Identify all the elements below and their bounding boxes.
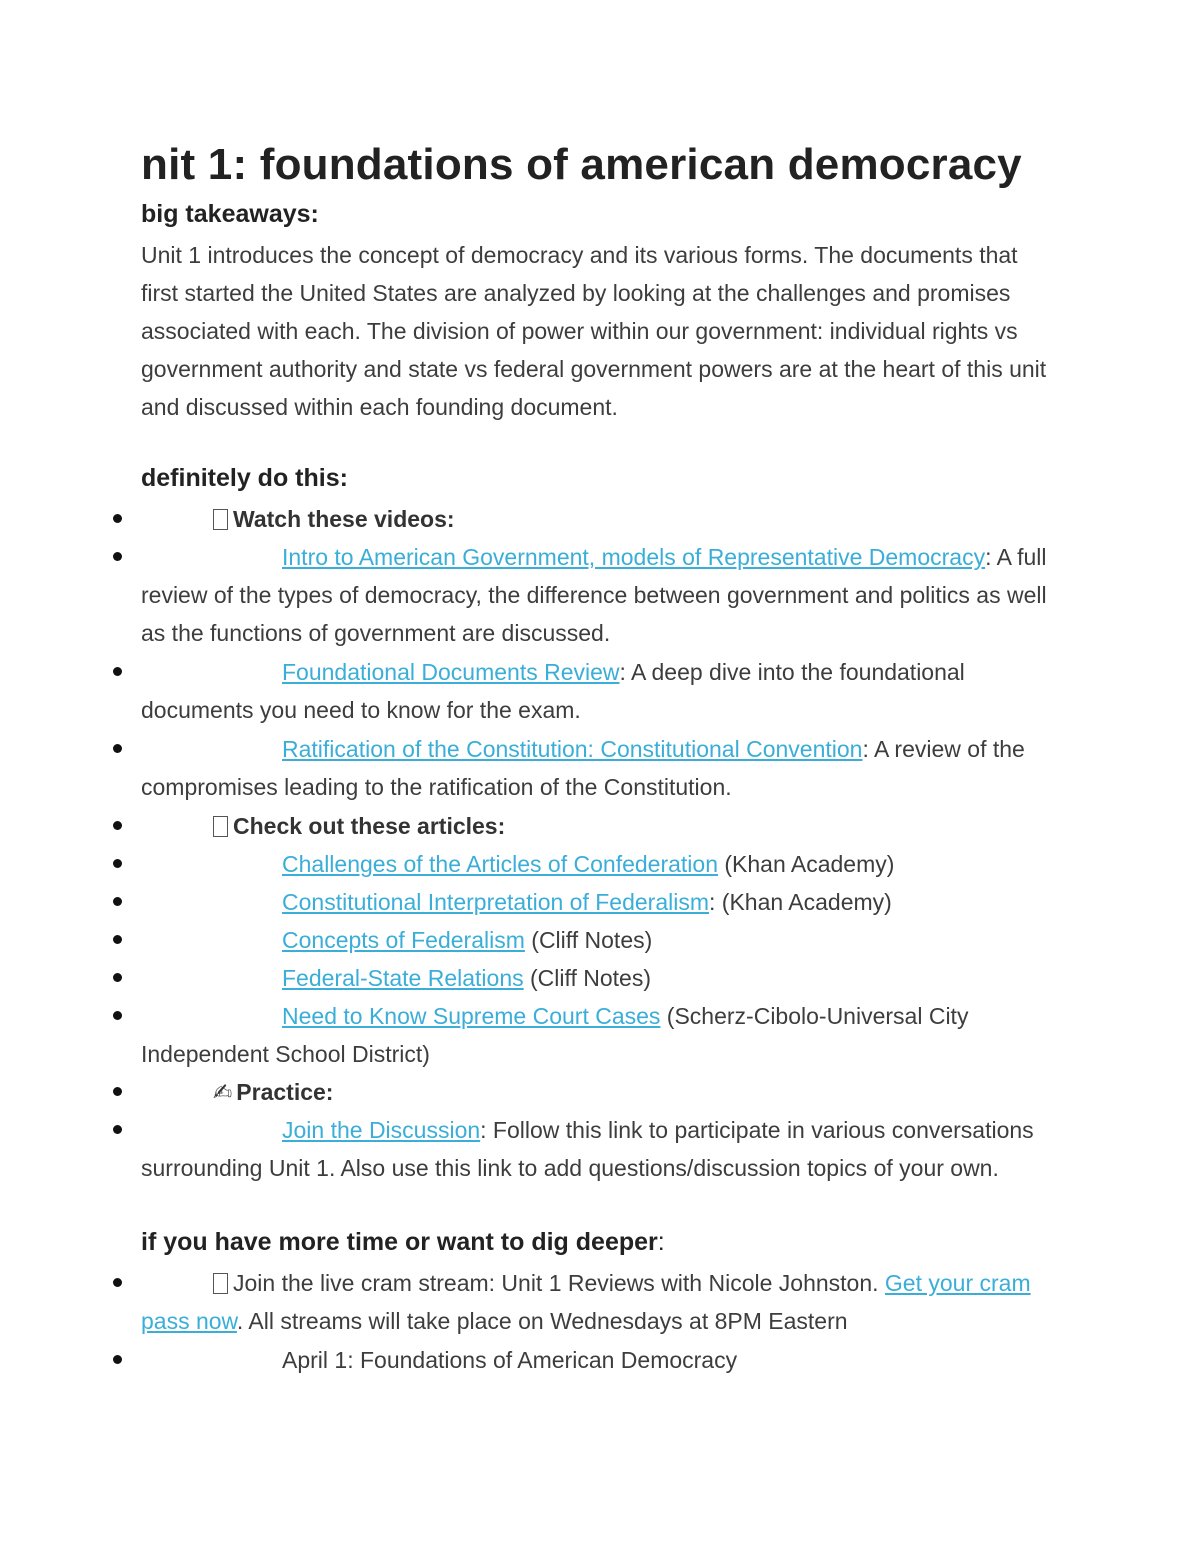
writing-hand-icon: ✍ [213,1079,233,1105]
article-source: (Khan Academy) [718,851,895,877]
page-title: nit 1: foundations of american democracy [141,140,1022,189]
video-desc-intro: : A full review of the types of democracy, the difference between government and politics as well as the functions of government are discussed. [141,544,1047,646]
article-source: (Scherz-Cibolo-Universal City Independent School District) [141,1003,969,1067]
video-desc-ratification: : A review of the compromises leading to the ratification of the Constitution. [141,736,1025,800]
list-item [141,845,1071,883]
bullet [113,973,122,982]
missing-glyph-icon [213,816,228,837]
practice-desc: : Follow this link to participate in various conversations surrounding Unit 1. Also use this link to add questions/discussion topics of your own. [141,1117,1034,1181]
big-takeaways-text: Unit 1 introduces the concept of democracy and its various forms. The documents that first started the United States are analyzed by looking at the challenges and promises associated with each. The division of power within our government: individual rights vs government authority and state vs federal government powers are at the heart of this unit and discussed within each founding document. [141,242,1047,420]
big-takeaways-heading: big takeaways: [141,200,319,228]
article-link-concepts-federalism[interactable]: Concepts of Federalism [282,927,525,953]
missing-glyph-icon [213,1273,228,1294]
bullet [113,821,122,830]
bullet [113,859,122,868]
stream-item-text: April 1: Foundations of American Democracy [282,1347,738,1373]
bullet [113,897,122,906]
missing-glyph-icon [213,509,228,530]
article-link-federalism-interpretation[interactable]: Constitutional Interpretation of Federalism [282,889,709,915]
cram-text: Join the live cram stream: Unit 1 Reviews with Nicole Johnston. [233,1270,885,1296]
video-link-intro[interactable]: Intro to American Government, models of Representative Democracy [282,544,986,570]
cram-after-text: . All streams will take place on Wednesdays at 8PM Eastern [236,1308,848,1334]
article-link-federal-state[interactable]: Federal-State Relations [282,965,524,991]
list-item-cram [141,1264,1071,1340]
video-desc-foundational-docs: : A deep dive into the foundational documents you need to know for the exam. [141,659,965,723]
join-discussion-link[interactable]: Join the Discussion [282,1117,481,1143]
bullet [113,1011,122,1020]
bullet [113,667,122,676]
list-item-practice-label [141,1073,1071,1111]
bullet [113,744,122,753]
list-item-stream [141,1341,1071,1379]
article-source: (Cliff Notes) [524,927,653,953]
deeper-heading: if you have more time or want to dig deeper: [141,1228,665,1256]
articles-label: Check out these articles: [233,813,506,839]
bullet [113,1355,122,1364]
bullet [113,1125,122,1134]
list-item [141,959,1071,997]
article-link-supreme-court[interactable]: Need to Know Supreme Court Cases [282,1003,661,1029]
bullet [113,1278,122,1287]
list-item-articles-label [141,807,1071,845]
video-link-ratification[interactable]: Ratification of the Constitution: Constitutional Convention [282,736,863,762]
list-item [141,653,1071,729]
bullet [113,935,122,944]
list-item [141,538,1071,652]
list-item [141,1111,1071,1187]
bullet [113,1087,122,1096]
list-item [141,997,1071,1073]
list-item [141,883,1071,921]
list-item [141,730,1071,806]
practice-label: Practice: [236,1079,334,1105]
list-item-videos-label [141,500,1071,538]
article-source: (Cliff Notes) [523,965,652,991]
list-item [141,921,1071,959]
article-link-challenges[interactable]: Challenges of the Articles of Confederation [282,851,718,877]
bullet [113,552,122,561]
video-link-foundational-docs[interactable]: Foundational Documents Review [282,659,620,685]
videos-label: Watch these videos: [233,506,455,532]
article-source: : (Khan Academy) [709,889,892,915]
definitely-heading: definitely do this: [141,464,348,492]
bullet [113,514,122,523]
cram-pass-link[interactable]: Get your cram pass now [141,1270,1031,1334]
